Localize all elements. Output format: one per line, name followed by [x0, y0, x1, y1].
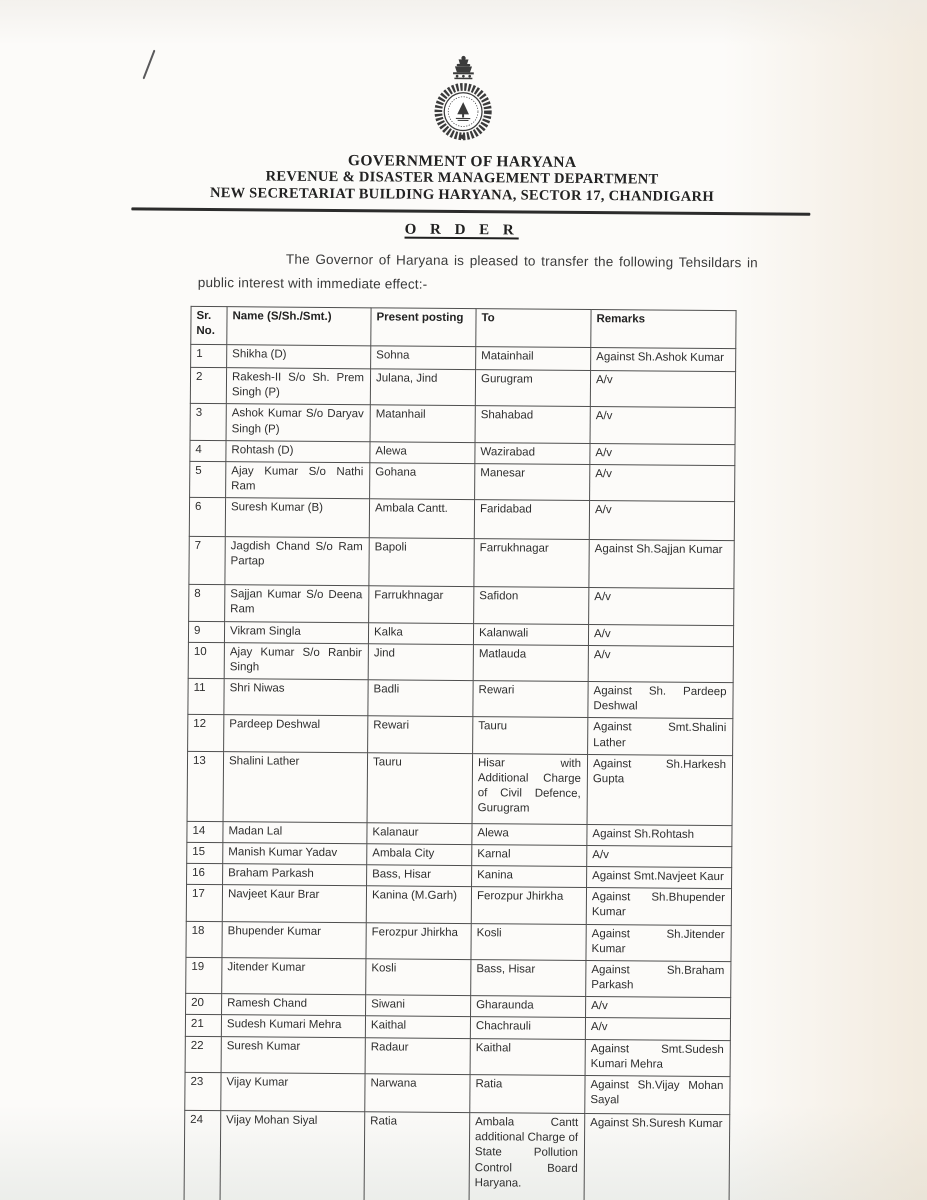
- cell-sr: 7: [189, 537, 225, 585]
- cell-to: Karnal: [472, 845, 587, 867]
- cell-present: Alewa: [370, 441, 475, 463]
- cell-present: Radaur: [365, 1037, 470, 1074]
- cell-remarks: Against Sh. Pardeep Deshwal: [588, 682, 733, 719]
- cell-present: Bapoli: [369, 538, 474, 587]
- cell-name: Ajay Kumar S/o Nathi Ram: [226, 462, 370, 499]
- table-row: [185, 1036, 730, 1077]
- cell-sr: 22: [185, 1036, 221, 1073]
- cell-remarks: A/v: [587, 845, 732, 867]
- cell-name: Vijay Kumar: [221, 1073, 365, 1112]
- cell-name: Sajjan Kumar S/o Deena Ram: [225, 585, 369, 622]
- cell-remarks: Against Smt.Navjeet Kaur: [587, 867, 732, 889]
- cell-name: Shri Niwas: [224, 679, 368, 716]
- table-row: [187, 751, 733, 825]
- cell-to: Tauru: [473, 717, 588, 754]
- column-header-sr: Sr. No.: [191, 306, 227, 344]
- cell-to: Matlauda: [473, 644, 588, 681]
- cell-remarks: A/v: [590, 371, 735, 408]
- cell-name: Pardeep Deshwal: [224, 715, 368, 752]
- cell-remarks: Against Sh.Vijay Mohan Sayal: [585, 1075, 730, 1114]
- cell-present: Kalanaur: [367, 823, 472, 845]
- cell-name: Ajay Kumar S/o Ranbir Singh: [224, 642, 368, 679]
- cell-present: Rewari: [368, 716, 473, 753]
- cell-remarks: A/v: [589, 588, 734, 625]
- cell-present: Badli: [368, 680, 473, 717]
- table-header-row: [191, 306, 736, 348]
- cell-remarks: Against Sh.Jitender Kumar: [586, 924, 731, 961]
- table-row: [185, 1072, 730, 1114]
- cell-present: Ambala Cantt.: [369, 499, 474, 539]
- government-title: GOVERNMENT OF HARYANA: [347, 152, 577, 171]
- cell-sr: 20: [186, 994, 222, 1015]
- cell-to: Chachrauli: [470, 1017, 585, 1039]
- cell-present: Kanina (M.Garh): [366, 886, 471, 923]
- cell-sr: 16: [187, 863, 223, 884]
- column-header-present: Present posting: [371, 308, 476, 347]
- cell-name: Rohtash (D): [226, 440, 370, 462]
- cell-remarks: A/v: [590, 464, 735, 501]
- cell-remarks: A/v: [589, 501, 734, 541]
- cell-sr: 9: [188, 621, 224, 642]
- table-row: [188, 642, 733, 683]
- table-row: [189, 498, 734, 541]
- table-row: [186, 921, 731, 962]
- cell-to: Matainhail: [476, 347, 591, 371]
- column-header-name: Name (S/Sh./Smt.): [227, 307, 371, 346]
- cell-name: Shikha (D): [227, 345, 371, 369]
- cell-remarks: Against Sh.Rohtash: [587, 824, 732, 846]
- cell-sr: 3: [190, 404, 226, 441]
- cell-sr: 17: [186, 885, 222, 922]
- table-row: [188, 678, 733, 719]
- cell-present: Ambala City: [367, 844, 472, 866]
- cell-sr: 2: [190, 367, 226, 404]
- cell-name: Ramesh Chand: [222, 994, 366, 1016]
- cell-to: Farrukhnagar: [474, 539, 589, 588]
- cell-present: Tauru: [367, 753, 473, 824]
- cell-remarks: A/v: [588, 645, 733, 682]
- cell-sr: 11: [188, 678, 224, 715]
- table-row: [188, 715, 733, 756]
- cell-to: Manesar: [475, 463, 590, 500]
- cell-name: Vijay Mohan Siyal: [220, 1111, 365, 1200]
- cell-name: Suresh Kumar (B): [225, 498, 369, 538]
- cell-sr: 8: [189, 585, 225, 622]
- cell-remarks: Against Smt.Shalini Lather: [588, 718, 733, 755]
- cell-name: Jagdish Chand S/o Ram Partap: [225, 537, 369, 586]
- cell-remarks: Against Sh.Bhupender Kumar: [586, 888, 731, 925]
- cell-present: Ferozpur Jhirkha: [366, 922, 471, 959]
- cell-present: Narwana: [365, 1074, 470, 1113]
- cell-sr: 18: [186, 921, 222, 958]
- cell-name: Vikram Singla: [224, 621, 368, 643]
- cell-sr: 1: [191, 344, 227, 367]
- cell-name: Madan Lal: [223, 821, 367, 843]
- table-row: [189, 537, 734, 589]
- cell-sr: 24: [184, 1110, 221, 1200]
- table-row: [186, 885, 731, 926]
- cell-present: Kosli: [366, 959, 471, 996]
- cell-to: Gurugram: [475, 370, 590, 407]
- column-header-to: To: [476, 309, 591, 348]
- cell-to: Ferozpur Jhirkha: [471, 887, 586, 924]
- cell-present: Kaithal: [365, 1016, 470, 1038]
- cell-name: Bhupender Kumar: [222, 921, 366, 958]
- department-address: NEW SECRETARIAT BUILDING HARYANA, SECTOR 17, CHANDIGARH: [209, 184, 715, 205]
- cell-name: Sudesh Kumari Mehra: [221, 1015, 365, 1037]
- table-row: [190, 367, 735, 408]
- order-heading: [0, 218, 925, 242]
- cell-to: Faridabad: [474, 500, 589, 540]
- cell-sr: 14: [187, 821, 223, 842]
- cell-remarks: A/v: [588, 624, 733, 646]
- cell-remarks: Against Sh.Sajjan Kumar: [589, 540, 734, 589]
- header-rule: [131, 207, 810, 215]
- cell-name: Rakesh-II S/o Sh. Prem Singh (P): [226, 368, 370, 405]
- table-row: [190, 461, 735, 502]
- cell-sr: 10: [188, 642, 224, 679]
- table-row: [189, 585, 734, 626]
- cell-remarks: A/v: [590, 407, 735, 444]
- cell-to: Safidon: [474, 587, 589, 624]
- transfer-table: [183, 306, 736, 1200]
- cell-to: Bass, Hisar: [471, 960, 586, 997]
- department-name: REVENUE & DISASTER MANAGEMENT DEPARTMENT: [265, 168, 659, 188]
- cell-remarks: Against Smt.Sudesh Kumari Mehra: [585, 1039, 730, 1076]
- haryana-emblem-icon: [421, 54, 504, 145]
- cell-name: Ashok Kumar S/o Daryav Singh (P): [226, 404, 370, 441]
- table-header: [191, 306, 736, 348]
- haryana-emblem: [420, 54, 505, 150]
- cell-sr: 15: [187, 842, 223, 863]
- cell-present: Julana, Jind: [370, 369, 475, 406]
- cell-remarks: A/v: [590, 443, 735, 465]
- cell-to: Kanina: [472, 866, 587, 888]
- intro-paragraph: The Governor of Haryana is pleased to transfer the following Tehsildars in public interest with immediate effect:-: [197, 251, 759, 292]
- cell-name: Braham Parkash: [223, 864, 367, 886]
- cell-to: Rewari: [473, 681, 588, 718]
- cell-sr: 5: [190, 461, 226, 498]
- cell-to: Wazirabad: [475, 442, 590, 464]
- cell-name: Jitender Kumar: [222, 958, 366, 995]
- cell-sr: 21: [185, 1015, 221, 1036]
- cell-to: Kosli: [471, 923, 586, 960]
- cell-sr: 13: [187, 751, 224, 821]
- cell-present: Bass, Hisar: [367, 865, 472, 887]
- cell-present: Gohana: [370, 463, 475, 500]
- cell-remarks: A/v: [586, 997, 731, 1019]
- cell-sr: 6: [189, 498, 225, 537]
- table-row: [186, 957, 731, 998]
- cell-present: Sohna: [371, 346, 476, 370]
- cell-to: Alewa: [472, 823, 587, 845]
- cell-sr: 23: [185, 1072, 221, 1110]
- cell-remarks: Against Sh.Braham Parkash: [586, 960, 731, 997]
- column-header-remarks: Remarks: [591, 310, 736, 349]
- cell-present: Jind: [368, 644, 473, 681]
- cell-sr: 12: [188, 715, 224, 752]
- cell-present: Ratia: [364, 1112, 470, 1200]
- cell-name: Shalini Lather: [223, 751, 368, 822]
- order-heading-text: O R D E R: [404, 221, 519, 239]
- cell-sr: 19: [186, 957, 222, 994]
- table-body: [184, 344, 736, 1200]
- cell-to: Ratia: [470, 1075, 585, 1114]
- cell-remarks: Against Sh.Harkesh Gupta: [587, 754, 733, 825]
- cell-remarks: A/v: [585, 1018, 730, 1040]
- cell-present: Siwani: [366, 995, 471, 1017]
- cell-to: Gharaunda: [471, 996, 586, 1018]
- cell-to: Hisar with Additional Charge of Civil Defence, Gurugram: [472, 753, 588, 824]
- cell-remarks: Against Sh.Ashok Kumar: [591, 348, 736, 372]
- cell-sr: 4: [190, 440, 226, 461]
- cell-name: Navjeet Kaur Brar: [222, 885, 366, 922]
- cell-present: Farrukhnagar: [369, 586, 474, 623]
- cell-to: Kalanwali: [473, 623, 588, 645]
- cell-name: Manish Kumar Yadav: [223, 843, 367, 865]
- cell-to: Kaithal: [470, 1038, 585, 1075]
- cell-to: Shahabad: [475, 406, 590, 443]
- cell-present: Kalka: [368, 622, 473, 644]
- table-row: [184, 1110, 730, 1200]
- table-row: [190, 404, 735, 445]
- cell-present: Matanhail: [370, 405, 475, 442]
- cell-remarks: Against Sh.Suresh Kumar: [584, 1113, 730, 1200]
- cell-to: Ambala Cantt additional Charge of State Pollution Control Board Haryana.: [469, 1113, 585, 1200]
- cell-name: Suresh Kumar: [221, 1036, 365, 1073]
